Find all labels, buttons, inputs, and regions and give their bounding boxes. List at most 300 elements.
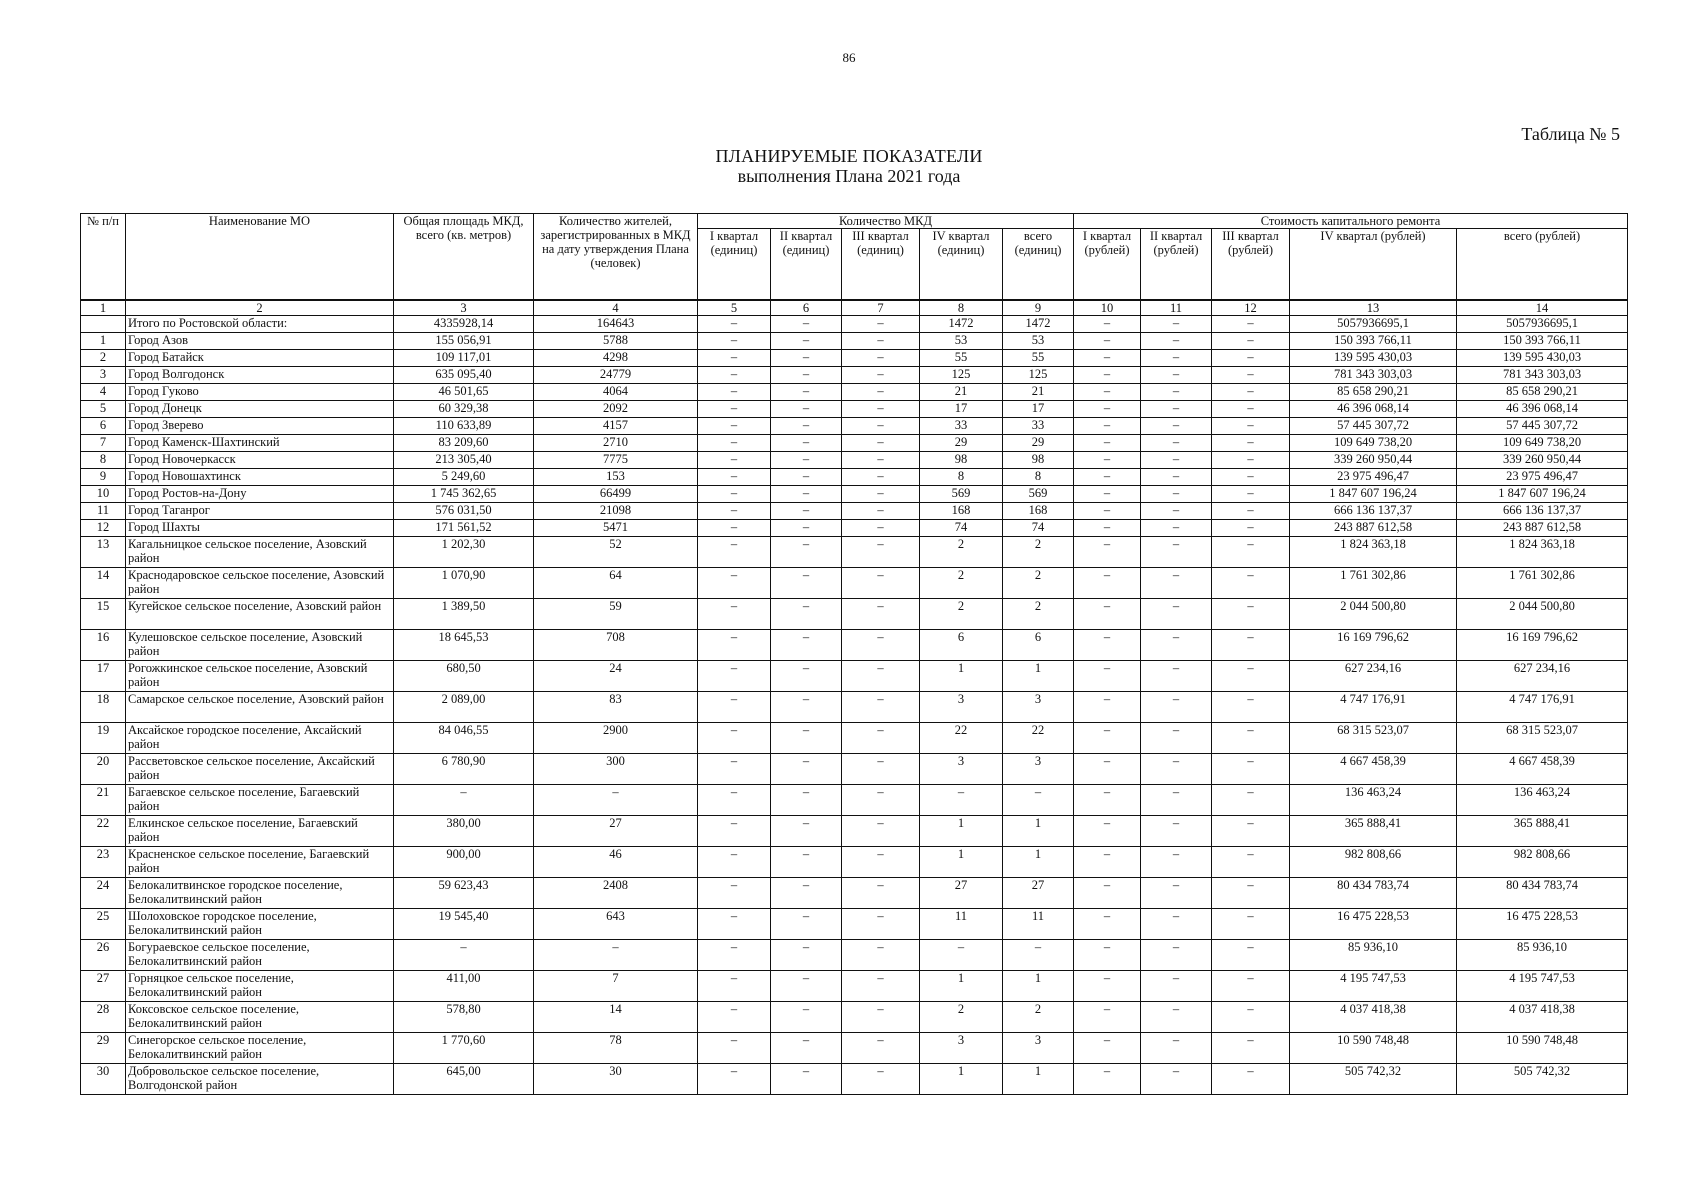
mkd-q1-cell: – <box>698 316 771 333</box>
cost-total-cell: 68 315 523,07 <box>1457 723 1628 754</box>
cost-total-cell: 4 195 747,53 <box>1457 971 1628 1002</box>
mkd-total-cell: 74 <box>1003 520 1074 537</box>
residents-cell: 153 <box>534 469 698 486</box>
mo-name: Аксайское городское поселение, Аксайский район <box>126 723 394 754</box>
area-cell: 110 633,89 <box>394 418 534 435</box>
cost-q1-cell: – <box>1074 316 1141 333</box>
residents-cell: 83 <box>534 692 698 723</box>
mo-name: Город Азов <box>126 333 394 350</box>
mkd-q2-cell: – <box>771 692 842 723</box>
area-cell: 83 209,60 <box>394 435 534 452</box>
cost-q4-cell: 4 195 747,53 <box>1290 971 1457 1002</box>
mo-name: Белокалитвинское городское поселение, Белокалитвинский район <box>126 878 394 909</box>
mo-name: Краснодаровское сельское поселение, Азовский район <box>126 568 394 599</box>
row-number: 8 <box>81 452 126 469</box>
mkd-total-cell: 3 <box>1003 1033 1074 1064</box>
cost-q1-cell: – <box>1074 1033 1141 1064</box>
cost-q3-cell: – <box>1212 435 1290 452</box>
column-number: 6 <box>771 300 842 316</box>
mkd-q3-cell: – <box>842 350 920 367</box>
column-number-row <box>81 300 1628 316</box>
mo-name: Город Новочеркасск <box>126 452 394 469</box>
mkd-q2-cell: – <box>771 971 842 1002</box>
row-number <box>81 316 126 333</box>
cost-total-cell: 16 475 228,53 <box>1457 909 1628 940</box>
cost-q4-cell: 4 667 458,39 <box>1290 754 1457 785</box>
cost-q3-cell: – <box>1212 661 1290 692</box>
mkd-q1-cell: – <box>698 1033 771 1064</box>
area-cell: 578,80 <box>394 1002 534 1033</box>
mkd-total-cell: 53 <box>1003 333 1074 350</box>
cost-q3-cell: – <box>1212 940 1290 971</box>
mkd-total-cell: 2 <box>1003 1002 1074 1033</box>
residents-cell: – <box>534 940 698 971</box>
cost-total-cell: 666 136 137,37 <box>1457 503 1628 520</box>
mkd-total-cell: 8 <box>1003 469 1074 486</box>
mkd-q3-cell: – <box>842 1033 920 1064</box>
mkd-q4-cell: 6 <box>920 630 1003 661</box>
table-row <box>81 503 1628 520</box>
cost-q4-cell: 505 742,32 <box>1290 1064 1457 1095</box>
cost-q3-cell: – <box>1212 1064 1290 1095</box>
cost-q4-cell: 68 315 523,07 <box>1290 723 1457 754</box>
cost-q3-cell: – <box>1212 1033 1290 1064</box>
row-number: 13 <box>81 537 126 568</box>
mkd-total-cell: 21 <box>1003 384 1074 401</box>
cost-q4-cell: 85 936,10 <box>1290 940 1457 971</box>
mkd-q4-cell: 3 <box>920 754 1003 785</box>
mkd-q2-cell: – <box>771 469 842 486</box>
residents-cell: 7 <box>534 971 698 1002</box>
area-cell: 171 561,52 <box>394 520 534 537</box>
mkd-total-cell: – <box>1003 785 1074 816</box>
cost-q2-cell: – <box>1141 940 1212 971</box>
mo-name: Добровольское сельское поселение, Волгодонской район <box>126 1064 394 1095</box>
mo-name: Город Гуково <box>126 384 394 401</box>
cost-q1-cell: – <box>1074 568 1141 599</box>
cost-total-cell: 46 396 068,14 <box>1457 401 1628 418</box>
cost-q3-cell: – <box>1212 503 1290 520</box>
area-cell: – <box>394 785 534 816</box>
mo-name: Багаевское сельское поселение, Багаевский район <box>126 785 394 816</box>
mkd-q3-cell: – <box>842 971 920 1002</box>
mkd-q2-cell: – <box>771 418 842 435</box>
area-cell: 19 545,40 <box>394 909 534 940</box>
table-row <box>81 754 1628 785</box>
area-cell: 18 645,53 <box>394 630 534 661</box>
cost-q2-cell: – <box>1141 350 1212 367</box>
mkd-q1-cell: – <box>698 723 771 754</box>
mkd-q4-cell: 11 <box>920 909 1003 940</box>
cost-q2-cell: – <box>1141 599 1212 630</box>
header-name: Наименование МО <box>126 214 394 301</box>
cost-q4-cell: 16 169 796,62 <box>1290 630 1457 661</box>
cost-q4-cell: 243 887 612,58 <box>1290 520 1457 537</box>
mkd-q4-cell: 21 <box>920 384 1003 401</box>
row-number: 16 <box>81 630 126 661</box>
cost-q3-cell: – <box>1212 384 1290 401</box>
mkd-q1-cell: – <box>698 568 771 599</box>
mo-name: Коксовское сельское поселение, Белокалитвинский район <box>126 1002 394 1033</box>
mkd-q4-cell: 27 <box>920 878 1003 909</box>
mo-name: Город Ростов-на-Дону <box>126 486 394 503</box>
column-number: 13 <box>1290 300 1457 316</box>
mkd-q2-cell: – <box>771 847 842 878</box>
mkd-q1-cell: – <box>698 1002 771 1033</box>
cost-q2-cell: – <box>1141 568 1212 599</box>
mkd-q3-cell: – <box>842 486 920 503</box>
cost-q2-cell: – <box>1141 971 1212 1002</box>
mkd-q1-cell: – <box>698 503 771 520</box>
mkd-q4-cell: 53 <box>920 333 1003 350</box>
residents-cell: 2710 <box>534 435 698 452</box>
cost-q4-cell: 57 445 307,72 <box>1290 418 1457 435</box>
cost-q2-cell: – <box>1141 537 1212 568</box>
cost-q2-cell: – <box>1141 384 1212 401</box>
page-number: 86 <box>842 50 856 65</box>
column-number: 1 <box>81 300 126 316</box>
mo-name: Самарское сельское поселение, Азовский район <box>126 692 394 723</box>
cost-q4-cell: 10 590 748,48 <box>1290 1033 1457 1064</box>
mkd-total-cell: 1 <box>1003 661 1074 692</box>
mkd-q2-cell: – <box>771 909 842 940</box>
cost-q2-cell: – <box>1141 909 1212 940</box>
residents-cell: 4064 <box>534 384 698 401</box>
table-row <box>81 350 1628 367</box>
cost-q4-cell: 16 475 228,53 <box>1290 909 1457 940</box>
residents-cell: 27 <box>534 816 698 847</box>
mkd-q3-cell: – <box>842 469 920 486</box>
cost-q1-cell: – <box>1074 333 1141 350</box>
area-cell: 380,00 <box>394 816 534 847</box>
mkd-q3-cell: – <box>842 435 920 452</box>
cost-q3-cell: – <box>1212 469 1290 486</box>
column-number: 7 <box>842 300 920 316</box>
cost-q1-cell: – <box>1074 384 1141 401</box>
cost-q3-cell: – <box>1212 847 1290 878</box>
cost-q1-cell: – <box>1074 401 1141 418</box>
residents-cell: 2900 <box>534 723 698 754</box>
cost-total-cell: 57 445 307,72 <box>1457 418 1628 435</box>
mkd-q3-cell: – <box>842 1064 920 1095</box>
table-row <box>81 909 1628 940</box>
cost-q1-cell: – <box>1074 878 1141 909</box>
cost-total-cell: 1 824 363,18 <box>1457 537 1628 568</box>
cost-q3-cell: – <box>1212 350 1290 367</box>
cost-q1-cell: – <box>1074 520 1141 537</box>
column-number: 2 <box>126 300 394 316</box>
mkd-q3-cell: – <box>842 384 920 401</box>
mkd-total-cell: 1 <box>1003 847 1074 878</box>
mkd-q1-cell: – <box>698 630 771 661</box>
cost-q2-cell: – <box>1141 401 1212 418</box>
cost-total-cell: 982 808,66 <box>1457 847 1628 878</box>
cost-q4-cell: 85 658 290,21 <box>1290 384 1457 401</box>
residents-cell: 64 <box>534 568 698 599</box>
mo-name: Шолоховское городское поселение, Белокалитвинский район <box>126 909 394 940</box>
residents-cell: 300 <box>534 754 698 785</box>
header-mkd-q2: II квартал (единиц) <box>771 229 842 301</box>
mkd-q4-cell: 168 <box>920 503 1003 520</box>
cost-q2-cell: – <box>1141 847 1212 878</box>
column-number: 14 <box>1457 300 1628 316</box>
cost-q1-cell: – <box>1074 754 1141 785</box>
cost-q3-cell: – <box>1212 785 1290 816</box>
cost-q2-cell: – <box>1141 503 1212 520</box>
mkd-q4-cell: 2 <box>920 537 1003 568</box>
residents-cell: 14 <box>534 1002 698 1033</box>
mkd-q1-cell: – <box>698 401 771 418</box>
cost-total-cell: 136 463,24 <box>1457 785 1628 816</box>
residents-cell: 4298 <box>534 350 698 367</box>
mkd-q4-cell: 1 <box>920 847 1003 878</box>
table-row <box>81 418 1628 435</box>
row-number: 18 <box>81 692 126 723</box>
mkd-q1-cell: – <box>698 661 771 692</box>
cost-q3-cell: – <box>1212 367 1290 384</box>
cost-q2-cell: – <box>1141 785 1212 816</box>
mkd-q1-cell: – <box>698 878 771 909</box>
mkd-q1-cell: – <box>698 754 771 785</box>
mo-name: Рогожкинское сельское поселение, Азовский район <box>126 661 394 692</box>
mkd-q4-cell: – <box>920 940 1003 971</box>
mkd-q2-cell: – <box>771 384 842 401</box>
table-label: Таблица № 5 <box>1521 124 1620 144</box>
row-number: 23 <box>81 847 126 878</box>
mkd-q3-cell: – <box>842 537 920 568</box>
mkd-q1-cell: – <box>698 785 771 816</box>
mkd-q1-cell: – <box>698 469 771 486</box>
area-cell: 576 031,50 <box>394 503 534 520</box>
column-number: 4 <box>534 300 698 316</box>
cost-q4-cell: 339 260 950,44 <box>1290 452 1457 469</box>
mkd-q1-cell: – <box>698 384 771 401</box>
mkd-q3-cell: – <box>842 909 920 940</box>
cost-q3-cell: – <box>1212 971 1290 1002</box>
header-mkd-q3: III квартал (единиц) <box>842 229 920 301</box>
row-number: 30 <box>81 1064 126 1095</box>
residents-cell: 643 <box>534 909 698 940</box>
cost-q4-cell: 4 747 176,91 <box>1290 692 1457 723</box>
cost-q2-cell: – <box>1141 754 1212 785</box>
mkd-q2-cell: – <box>771 568 842 599</box>
mkd-q2-cell: – <box>771 486 842 503</box>
cost-total-cell: 139 595 430,03 <box>1457 350 1628 367</box>
mkd-total-cell: 3 <box>1003 754 1074 785</box>
row-number: 2 <box>81 350 126 367</box>
residents-cell: 5788 <box>534 333 698 350</box>
table-row <box>81 1033 1628 1064</box>
mkd-q1-cell: – <box>698 452 771 469</box>
mkd-q2-cell: – <box>771 816 842 847</box>
title-block <box>0 146 1698 186</box>
area-cell: 109 117,01 <box>394 350 534 367</box>
mkd-q4-cell: 8 <box>920 469 1003 486</box>
table-row <box>81 520 1628 537</box>
mkd-q4-cell: 1 <box>920 971 1003 1002</box>
mkd-q3-cell: – <box>842 785 920 816</box>
mkd-q4-cell: 2 <box>920 1002 1003 1033</box>
cost-total-cell: 5057936695,1 <box>1457 316 1628 333</box>
mkd-q1-cell: – <box>698 350 771 367</box>
mo-name: Богураевское сельское поселение, Белокалитвинский район <box>126 940 394 971</box>
column-number: 10 <box>1074 300 1141 316</box>
mkd-q2-cell: – <box>771 661 842 692</box>
cost-q4-cell: 1 847 607 196,24 <box>1290 486 1457 503</box>
mkd-q2-cell: – <box>771 754 842 785</box>
cost-q2-cell: – <box>1141 692 1212 723</box>
header-mkd-total: всего (единиц) <box>1003 229 1074 301</box>
row-number: 7 <box>81 435 126 452</box>
mkd-q4-cell: 125 <box>920 367 1003 384</box>
mo-name: Красненское сельское поселение, Багаевский район <box>126 847 394 878</box>
cost-q1-cell: – <box>1074 367 1141 384</box>
mkd-q2-cell: – <box>771 723 842 754</box>
mo-name: Город Батайск <box>126 350 394 367</box>
mo-name: Горняцкое сельское поселение, Белокалитвинский район <box>126 971 394 1002</box>
mkd-q3-cell: – <box>842 316 920 333</box>
cost-q4-cell: 666 136 137,37 <box>1290 503 1457 520</box>
header-cost-q2: II квартал (рублей) <box>1141 229 1212 301</box>
mkd-q4-cell: 29 <box>920 435 1003 452</box>
mkd-q1-cell: – <box>698 847 771 878</box>
cost-q3-cell: – <box>1212 599 1290 630</box>
mkd-q1-cell: – <box>698 418 771 435</box>
mkd-total-cell: 17 <box>1003 401 1074 418</box>
mo-name: Елкинское сельское поселение, Багаевский район <box>126 816 394 847</box>
cost-q1-cell: – <box>1074 630 1141 661</box>
mkd-q4-cell: 74 <box>920 520 1003 537</box>
cost-q2-cell: – <box>1141 520 1212 537</box>
header-cost-total: всего (рублей) <box>1457 229 1628 301</box>
table-row <box>81 1002 1628 1033</box>
mkd-total-cell: 98 <box>1003 452 1074 469</box>
mkd-q3-cell: – <box>842 520 920 537</box>
cost-total-cell: 2 044 500,80 <box>1457 599 1628 630</box>
cost-q4-cell: 627 234,16 <box>1290 661 1457 692</box>
area-cell: 60 329,38 <box>394 401 534 418</box>
mkd-q3-cell: – <box>842 847 920 878</box>
table-row <box>81 469 1628 486</box>
mkd-q4-cell: 98 <box>920 452 1003 469</box>
mkd-q2-cell: – <box>771 452 842 469</box>
area-cell: 59 623,43 <box>394 878 534 909</box>
residents-cell: 2092 <box>534 401 698 418</box>
mo-name: Кулешовское сельское поселение, Азовский район <box>126 630 394 661</box>
cost-q3-cell: – <box>1212 418 1290 435</box>
area-cell: 5 249,60 <box>394 469 534 486</box>
cost-q2-cell: – <box>1141 1002 1212 1033</box>
cost-q2-cell: – <box>1141 1033 1212 1064</box>
cost-total-cell: 85 936,10 <box>1457 940 1628 971</box>
mkd-q3-cell: – <box>842 333 920 350</box>
row-number: 4 <box>81 384 126 401</box>
header-num: № п/п <box>81 214 126 301</box>
cost-q3-cell: – <box>1212 692 1290 723</box>
mkd-total-cell: 27 <box>1003 878 1074 909</box>
cost-q1-cell: – <box>1074 350 1141 367</box>
mo-name: Город Таганрог <box>126 503 394 520</box>
mkd-q1-cell: – <box>698 520 771 537</box>
cost-q1-cell: – <box>1074 940 1141 971</box>
mo-name: Город Зверево <box>126 418 394 435</box>
cost-q3-cell: – <box>1212 723 1290 754</box>
cost-q1-cell: – <box>1074 692 1141 723</box>
mkd-q2-cell: – <box>771 1033 842 1064</box>
mkd-q4-cell: 33 <box>920 418 1003 435</box>
row-number: 11 <box>81 503 126 520</box>
row-number: 9 <box>81 469 126 486</box>
cost-q1-cell: – <box>1074 452 1141 469</box>
row-number: 26 <box>81 940 126 971</box>
cost-q1-cell: – <box>1074 723 1141 754</box>
area-cell: 900,00 <box>394 847 534 878</box>
mkd-q4-cell: 55 <box>920 350 1003 367</box>
cost-total-cell: 109 649 738,20 <box>1457 435 1628 452</box>
residents-cell: 52 <box>534 537 698 568</box>
cost-q1-cell: – <box>1074 503 1141 520</box>
row-number: 19 <box>81 723 126 754</box>
table-row <box>81 971 1628 1002</box>
mkd-total-cell: 125 <box>1003 367 1074 384</box>
mkd-total-cell: 1 <box>1003 1064 1074 1095</box>
cost-q3-cell: – <box>1212 537 1290 568</box>
cost-q4-cell: 136 463,24 <box>1290 785 1457 816</box>
mkd-q1-cell: – <box>698 971 771 1002</box>
mkd-total-cell: 1 <box>1003 971 1074 1002</box>
cost-total-cell: 781 343 303,03 <box>1457 367 1628 384</box>
header-cost-q3: III квартал (рублей) <box>1212 229 1290 301</box>
cost-q2-cell: – <box>1141 1064 1212 1095</box>
table-row <box>81 568 1628 599</box>
mkd-q1-cell: – <box>698 599 771 630</box>
cost-q3-cell: – <box>1212 878 1290 909</box>
mo-name: Город Волгодонск <box>126 367 394 384</box>
mkd-q3-cell: – <box>842 503 920 520</box>
cost-q3-cell: – <box>1212 909 1290 940</box>
row-number: 27 <box>81 971 126 1002</box>
mkd-q4-cell: 22 <box>920 723 1003 754</box>
table-row <box>81 816 1628 847</box>
cost-total-cell: 4 037 418,38 <box>1457 1002 1628 1033</box>
table-row <box>81 367 1628 384</box>
mkd-q4-cell: 17 <box>920 401 1003 418</box>
column-number: 3 <box>394 300 534 316</box>
cost-q3-cell: – <box>1212 630 1290 661</box>
cost-q4-cell: 5057936695,1 <box>1290 316 1457 333</box>
row-number: 25 <box>81 909 126 940</box>
row-number: 3 <box>81 367 126 384</box>
mkd-total-cell: 22 <box>1003 723 1074 754</box>
mkd-q3-cell: – <box>842 452 920 469</box>
cost-q4-cell: 46 396 068,14 <box>1290 401 1457 418</box>
residents-cell: 21098 <box>534 503 698 520</box>
indicators-table <box>80 213 1628 1095</box>
row-number: 12 <box>81 520 126 537</box>
mkd-q4-cell: 3 <box>920 692 1003 723</box>
mkd-total-cell: 2 <box>1003 599 1074 630</box>
area-cell: 1 070,90 <box>394 568 534 599</box>
column-number: 12 <box>1212 300 1290 316</box>
mkd-q3-cell: – <box>842 599 920 630</box>
mkd-q1-cell: – <box>698 692 771 723</box>
total-row <box>81 316 1628 333</box>
mkd-q4-cell: – <box>920 785 1003 816</box>
mkd-q2-cell: – <box>771 537 842 568</box>
mkd-q1-cell: – <box>698 486 771 503</box>
cost-q2-cell: – <box>1141 367 1212 384</box>
cost-q2-cell: – <box>1141 333 1212 350</box>
